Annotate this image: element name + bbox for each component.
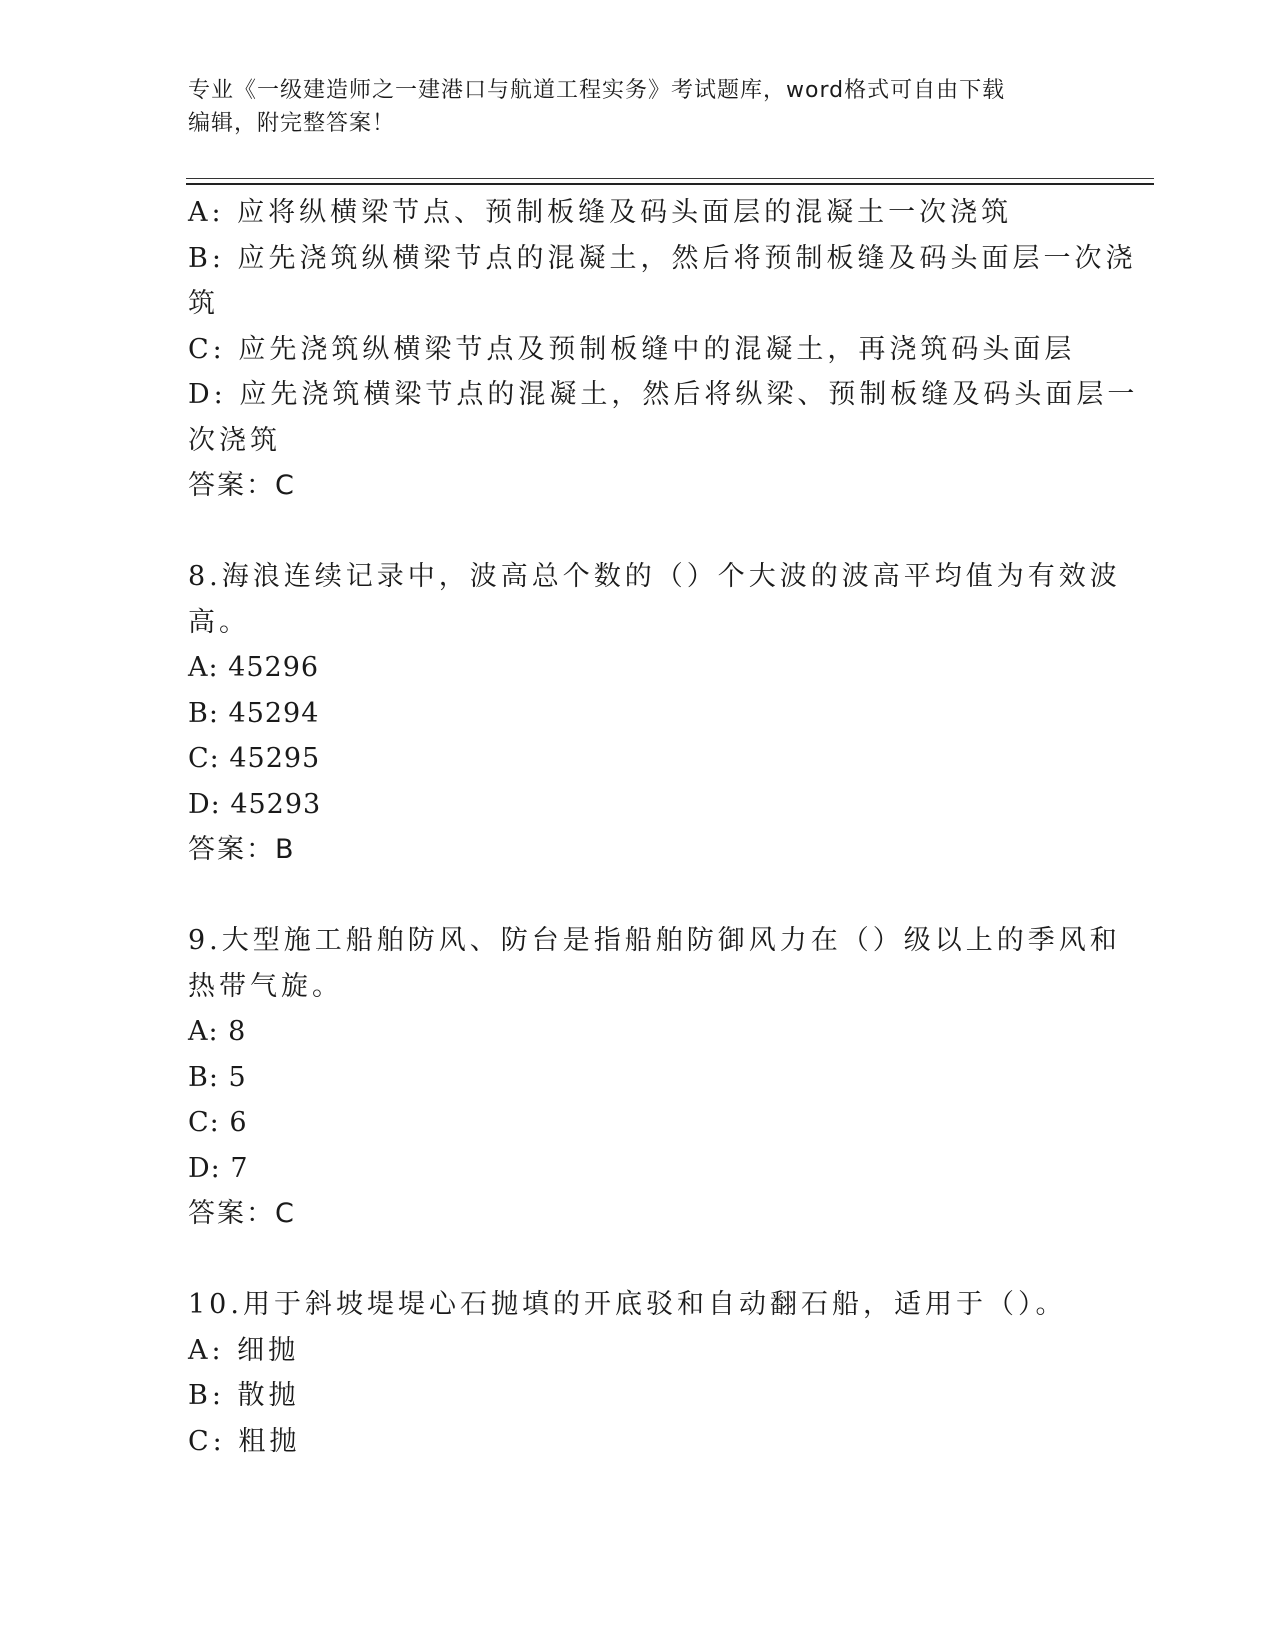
q7-option-c: C: 应先浇筑纵横梁节点及预制板缝中的混凝土，再浇筑码头面层 — [188, 333, 1076, 365]
q8-option-d: D: 45293 — [188, 788, 322, 820]
header-line-2: 编辑，附完整答案！ — [188, 111, 396, 136]
question-8 — [188, 554, 1121, 873]
question-10 — [188, 1282, 1068, 1464]
q7-answer: 答案：C — [188, 470, 296, 501]
header-divider-thick — [186, 183, 1154, 185]
q9-answer: 答案：C — [188, 1198, 296, 1229]
q8-option-a: A: 45296 — [188, 652, 320, 683]
q9-option-b: B: 5 — [188, 1061, 247, 1093]
q9-option-c: C: 6 — [188, 1107, 248, 1138]
q10-stem: 10.用于斜坡堤堤心石抛填的开底驳和自动翻石船，适用于（）。 — [188, 1289, 1067, 1320]
q10-option-c: C: 粗抛 — [188, 1425, 301, 1457]
spacer — [188, 1237, 1068, 1283]
q10-option-b: B: 散抛 — [188, 1380, 300, 1411]
q8-stem-cont: 高。 — [188, 606, 250, 638]
spacer — [188, 509, 1068, 555]
q9-stem-cont: 热带气旋。 — [188, 970, 343, 1002]
q10-option-a: A: 细抛 — [188, 1334, 300, 1366]
spacer — [188, 873, 1068, 919]
q7-option-b-cont: 筑 — [188, 288, 219, 319]
q8-option-c: C: 45295 — [188, 743, 321, 774]
q8-stem: 8.海浪连续记录中，波高总个数的（）个大波的波高平均值为有效波 — [188, 561, 1121, 592]
q7-option-d-cont: 次浇筑 — [188, 424, 281, 456]
document-header — [188, 74, 1088, 140]
q8-answer: 答案：B — [188, 834, 296, 865]
q7-option-d: D: 应先浇筑横梁节点的混凝土，然后将纵梁、预制板缝及码头面层一 — [188, 379, 1139, 410]
q7-option-a: A: 应将纵横梁节点、预制板缝及码头面层的混凝土一次浇筑 — [188, 197, 1013, 228]
question-content — [188, 190, 1139, 1464]
question-9 — [188, 918, 1121, 1237]
q9-stem: 9.大型施工船舶防风、防台是指船舶防御风力在（）级以上的季风和 — [188, 925, 1121, 956]
header-divider-thin — [186, 178, 1154, 179]
q7-option-b: B: 应先浇筑纵横梁节点的混凝土，然后将预制板缝及码头面层一次浇 — [188, 242, 1137, 274]
q8-option-b: B: 45294 — [188, 697, 320, 729]
question-7 — [188, 190, 1139, 509]
q9-option-d: D: 7 — [188, 1152, 249, 1184]
q9-option-a: A: 8 — [188, 1016, 247, 1047]
header-line-1: 专业《一级建造师之一建港口与航道工程实务》考试题库，word格式可自由下载 — [188, 78, 1006, 103]
